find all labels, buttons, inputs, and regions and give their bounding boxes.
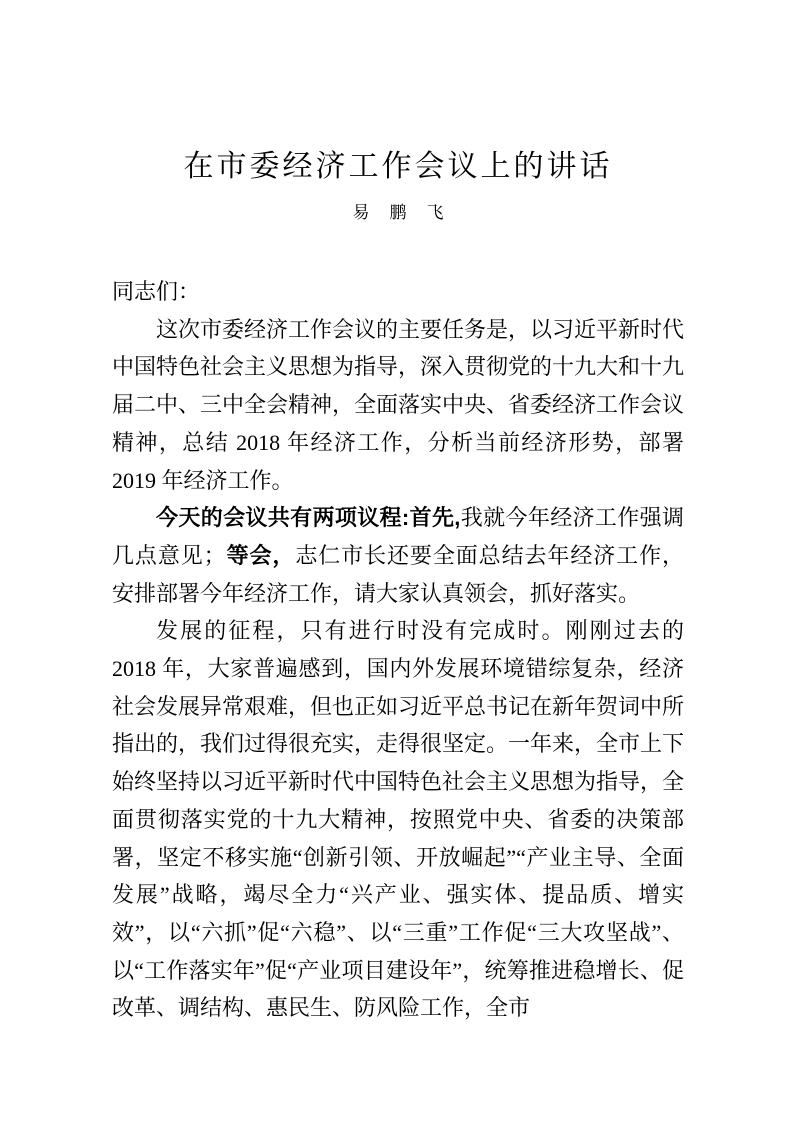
document-title: 在市委经济工作会议上的讲话 (183, 150, 613, 183)
document-content (112, 0, 684, 1027)
bold-text-run: 今天的会议共有两项议程:首先, (156, 505, 461, 531)
text-run: 这次市委经济工作会议的主要任务是，以习近平新时代中国特色社会主义思想为指导，深入贯彻党的十九大和十九届二中、三中全会精神，全面落实中央、省委经济工作会议精神，总结 2018 年经济工作，分析当前经济形势，部署 2019 年经济工作。 (112, 316, 685, 493)
paragraph (112, 612, 684, 1027)
document-body (112, 273, 684, 1027)
text-run: 志仁市长还要全面总结去年经济工作，安排部署今年经济工作，请大家认真领会，抓好落实。 (112, 542, 684, 606)
document-author: 易鹏飞 (352, 203, 464, 222)
text-run: 发展的征程，只有进行时没有完成时。刚刚过去的 2018 年，大家普遍感到，国内外发展环境错综复杂，经济社会发展异常艰难，但也正如习近平总书记在新年贺词中所指出的，我们过得很充实，走得很坚定。一年来，全市上下始终坚持以习近平新时代中国特色社会主义思想为指导，全面贯彻落实党的十九大精神，按照党中央、省委的决策部署，坚定不移实施“创新引领、开放崛起”“产业主导、全面发展”战略，竭尽全力“兴产业、强实体、提品质、增实效”，以“六抓”促“六稳”、以“三重”工作促“三大攻坚战”、以“工作落实年”促“产业项目建设年”，统筹推进稳增长、促改革、调结构、惠民生、防风险工作，全市 (112, 618, 685, 1021)
text-run: 我就今年经济工作强调几点意见； (112, 505, 684, 568)
bold-text-run: 等会， (225, 542, 296, 568)
paragraph (112, 499, 684, 612)
paragraph (112, 311, 684, 500)
salutation: 同志们： (112, 279, 201, 304)
paragraphs-container (112, 311, 684, 1027)
